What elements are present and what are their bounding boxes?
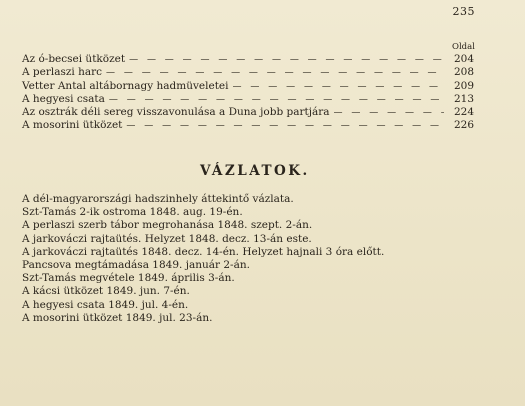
sketch-list-item: Pancsova megtámadása 1849. január 2-án. xyxy=(22,258,250,271)
toc-entry-title: A perlaszi harc xyxy=(22,66,103,79)
sketch-list-item: A hegyesi csata 1849. jul. 4-én. xyxy=(22,298,189,311)
table-of-contents xyxy=(22,53,474,133)
toc-entry-page: 213 xyxy=(453,92,474,105)
toc-entry xyxy=(22,80,474,93)
toc-entry-title: Vetter Antal altábornagy hadmüveletei xyxy=(22,79,229,92)
sketch-list-item: A mosorini ütközet 1849. jul. 23-án. xyxy=(22,311,213,324)
toc-entry xyxy=(22,93,474,106)
toc-leader-dots xyxy=(334,107,444,120)
toc-entry-title: A hegyesi csata xyxy=(22,92,105,105)
sketch-list-item: Szt-Tamás 2-ik ostroma 1848. aug. 19-én. xyxy=(22,206,243,219)
section-title: VÁZLATOK. xyxy=(200,163,310,179)
toc-entry xyxy=(22,66,474,79)
toc-entry-title: Az ó-becsei ütközet xyxy=(22,53,126,65)
sketch-list-item: A perlaszi szerb tábor megrohanása 1848. szept. 2-án. xyxy=(22,219,313,232)
toc-entry xyxy=(22,106,474,119)
toc-leader-dots xyxy=(106,67,444,80)
sketch-list-item: A kácsi ütközet 1849. jun. 7-én. xyxy=(22,285,190,298)
toc-entry-page: 226 xyxy=(453,119,474,132)
toc-leader-dots xyxy=(233,81,444,94)
toc-entry-page: 208 xyxy=(453,66,474,79)
sketch-list-item: Szt-Tamás megvétele 1849. április 3-án. xyxy=(22,272,235,285)
toc-entry xyxy=(22,53,474,66)
toc-entry-page: 224 xyxy=(453,106,474,119)
toc-entry xyxy=(22,119,474,132)
sketch-list xyxy=(22,193,492,325)
toc-leader-dots xyxy=(126,120,444,133)
toc-leader-dots xyxy=(109,94,444,107)
toc-entry-title: Az osztrák déli sereg visszavonulása a Duna jobb partjára xyxy=(22,106,330,119)
toc-entry-page: 209 xyxy=(453,79,474,92)
toc-entry-title: A mosorini ütközet xyxy=(22,119,123,132)
sketch-list-item: A jarkováczi rajtaütés 1848. decz. 14-én. Helyzet hajnali 3 óra előtt. xyxy=(22,245,385,258)
toc-leader-dots xyxy=(129,54,444,67)
toc-entry-page: 204 xyxy=(453,53,474,65)
page-number: 235 xyxy=(452,5,475,18)
sketch-list-item: A dél-magyarországi hadszinhely áttekintő vázlata. xyxy=(22,193,294,205)
sketch-list-item: A jarkováczi rajtaütés. Helyzet 1848. decz. 13-án este. xyxy=(22,232,312,245)
page-column-header: Oldal xyxy=(452,42,475,52)
